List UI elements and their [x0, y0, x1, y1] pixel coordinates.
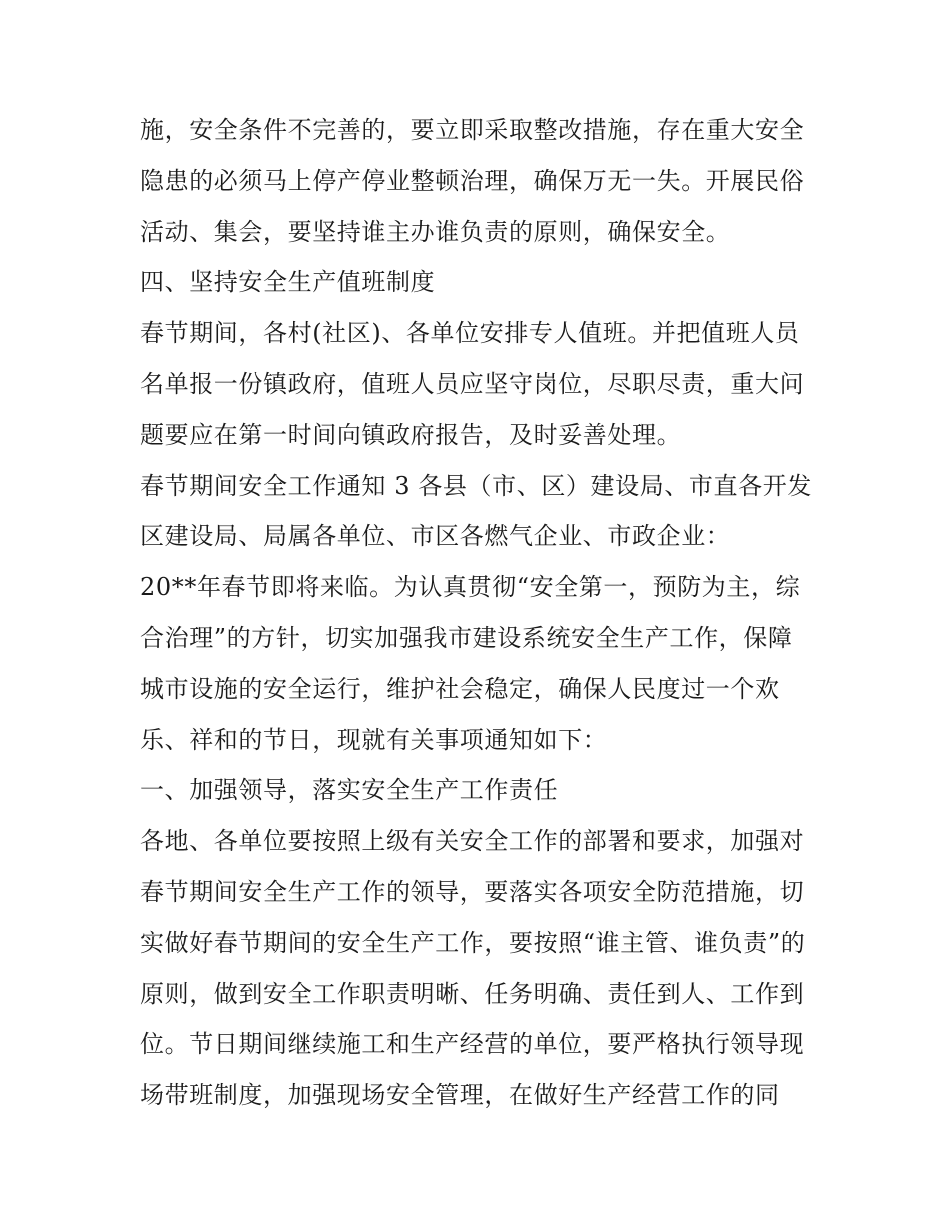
- section-heading: 一、加强领导，落实安全生产工作责任: [140, 776, 559, 805]
- text-line: 施，安全条件不完善的，要立即采取整改措施，存在重大安全: [140, 116, 805, 144]
- text-line: 各地、各单位要按照上级有关安全工作的部署和要求，加强对: [140, 827, 805, 856]
- text-line: 题要应在第一时间向镇政府报告，及时妥善处理。: [140, 420, 682, 449]
- text-line: 20**年春节即将来临。为认真贯彻“安全第一，预防为主，综: [140, 573, 801, 602]
- text-line: 乐、祥和的节日，现就有关事项通知如下：: [140, 725, 608, 754]
- notice-title-line: 春节期间安全工作通知 3 各县（市、区）建设局、市直各开发: [140, 471, 812, 500]
- text-line: 城市设施的安全运行，维护社会稳定，确保人民度过一个欢: [140, 674, 780, 703]
- text-line: 隐患的必须马上停产停业整顿治理，确保万无一失。开展民俗: [140, 166, 805, 195]
- text-line: 春节期间，各村(社区)、各单位安排专人值班。并把值班人员: [140, 319, 800, 348]
- text-line: 原则，做到安全工作职责明晰、任务明确、责任到人、工作到: [140, 979, 805, 1008]
- document-body: [140, 105, 820, 1121]
- text-line: 位。节日期间继续施工和生产经营的单位，要严格执行领导现: [140, 1030, 805, 1059]
- text-line: 合治理”的方针，切实加强我市建设系统安全生产工作，保障: [140, 623, 793, 652]
- text-line: 区建设局、局属各单位、市区各燃气企业、市政企业：: [140, 522, 731, 551]
- section-heading: 四、坚持安全生产值班制度: [140, 268, 436, 297]
- text-line: 春节期间安全生产工作的领导，要落实各项安全防范措施，切: [140, 877, 805, 906]
- text-line: 实做好春节期间的安全生产工作，要按照“谁主管、谁负责”的: [140, 928, 806, 957]
- text-line: 场带班制度，加强现场安全管理，在做好生产经营工作的同: [140, 1081, 780, 1110]
- text-line: 名单报一份镇政府，值班人员应坚守岗位，尽职尽责，重大问: [140, 369, 805, 398]
- text-line: 活动、集会，要坚持谁主办谁负责的原则，确保安全。: [140, 217, 731, 246]
